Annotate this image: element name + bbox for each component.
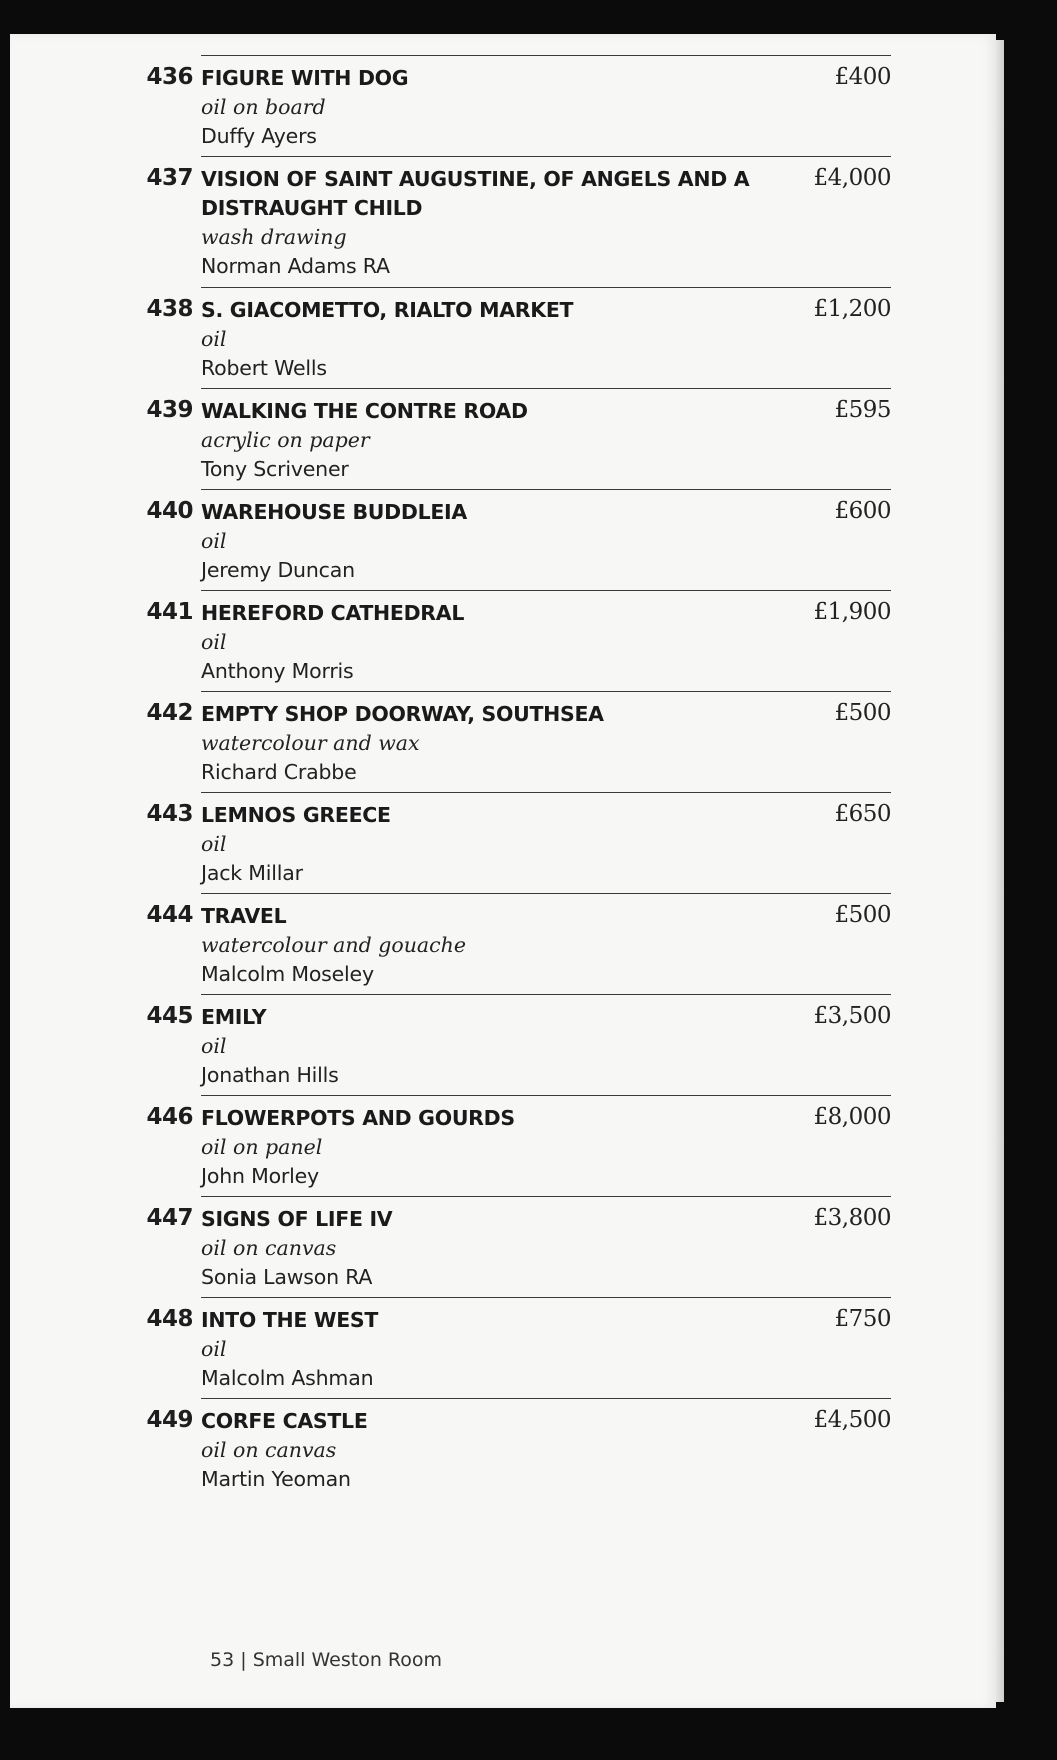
artwork-title: FIGURE WITH DOG — [201, 66, 409, 90]
artwork-title: EMPTY SHOP DOORWAY, SOUTHSEA — [201, 702, 604, 726]
artwork-medium: oil on panel — [201, 1135, 323, 1159]
catalogue-entry — [146, 691, 891, 792]
artist-name: Jeremy Duncan — [201, 558, 355, 582]
lot-number: 438 — [146, 296, 193, 322]
lot-number: 439 — [146, 397, 193, 423]
artwork-medium: watercolour and wax — [201, 731, 420, 755]
artist-name: Martin Yeoman — [201, 1467, 351, 1491]
lot-number: 447 — [146, 1205, 193, 1231]
catalogue-entry — [146, 388, 891, 489]
footer-separator: | — [240, 1649, 247, 1671]
artwork-price: £400 — [834, 64, 891, 90]
artist-name: Malcolm Ashman — [201, 1366, 374, 1390]
artwork-medium: oil on canvas — [201, 1236, 337, 1260]
lot-number: 441 — [146, 599, 193, 625]
artwork-medium: oil — [201, 1337, 227, 1361]
artwork-price: £500 — [834, 902, 891, 928]
artwork-medium: oil — [201, 1034, 227, 1058]
artwork-price: £500 — [834, 700, 891, 726]
artist-name: Norman Adams RA — [201, 254, 390, 278]
artwork-title: VISION OF SAINT AUGUSTINE, OF ANGELS AND A DISTRAUGHT CHILD — [201, 167, 750, 220]
artwork-medium: wash drawing — [201, 225, 347, 249]
artwork-title: S. GIACOMETTO, RIALTO MARKET — [201, 298, 574, 322]
artwork-medium: oil — [201, 630, 227, 654]
artist-name: Jack Millar — [201, 861, 303, 885]
artwork-price: £1,200 — [813, 296, 891, 322]
artwork-title: WALKING THE CONTRE ROAD — [201, 399, 528, 423]
lot-number: 445 — [146, 1003, 193, 1029]
artist-name: Sonia Lawson RA — [201, 1265, 373, 1289]
artwork-price: £750 — [834, 1306, 891, 1332]
lot-number: 446 — [146, 1104, 193, 1130]
catalogue-entry-list — [145, 55, 891, 1499]
catalogue-entry — [146, 1196, 891, 1297]
artwork-price: £650 — [834, 801, 891, 827]
artwork-price: £4,000 — [813, 165, 891, 191]
artwork-price: £600 — [834, 498, 891, 524]
artwork-title: HEREFORD CATHEDRAL — [201, 601, 465, 625]
catalogue-entry — [146, 1398, 891, 1499]
artwork-title: INTO THE WEST — [201, 1308, 379, 1332]
artwork-title: EMILY — [201, 1005, 267, 1029]
lot-number: 449 — [146, 1407, 193, 1433]
artwork-price: £4,500 — [813, 1407, 891, 1433]
catalogue-entry — [146, 590, 891, 691]
page-edge — [996, 40, 1004, 1702]
catalogue-entry — [146, 287, 891, 388]
lot-number: 444 — [146, 902, 193, 928]
artwork-title: FLOWERPOTS AND GOURDS — [201, 1106, 515, 1130]
artwork-title: CORFE CASTLE — [201, 1409, 368, 1433]
lot-number: 440 — [146, 498, 193, 524]
artist-name: Richard Crabbe — [201, 760, 357, 784]
artist-name: John Morley — [201, 1164, 319, 1188]
catalogue-entry — [146, 994, 891, 1095]
artwork-medium: oil — [201, 327, 227, 351]
artwork-price: £595 — [834, 397, 891, 423]
artwork-price: £8,000 — [813, 1104, 891, 1130]
artist-name: Anthony Morris — [201, 659, 354, 683]
artwork-price: £3,800 — [813, 1205, 891, 1231]
catalogue-entry — [146, 1095, 891, 1196]
lot-number: 443 — [146, 801, 193, 827]
artwork-medium: watercolour and gouache — [201, 933, 466, 957]
lot-number: 436 — [146, 64, 193, 90]
artwork-price: £3,500 — [813, 1003, 891, 1029]
artist-name: Duffy Ayers — [201, 124, 317, 148]
artist-name: Jonathan Hills — [201, 1063, 339, 1087]
catalogue-entry — [146, 792, 891, 893]
catalogue-entry — [146, 1297, 891, 1398]
lot-number: 448 — [146, 1306, 193, 1332]
catalogue-entry — [146, 893, 891, 994]
artist-name: Robert Wells — [201, 356, 327, 380]
artwork-title: LEMNOS GREECE — [201, 803, 391, 827]
artwork-medium: oil — [201, 529, 227, 553]
catalogue-entry — [146, 489, 891, 590]
lot-number: 442 — [146, 700, 193, 726]
artwork-medium: oil on canvas — [201, 1438, 337, 1462]
artwork-medium: acrylic on paper — [201, 428, 370, 452]
catalogue-entry — [146, 55, 891, 156]
artist-name: Tony Scrivener — [201, 457, 349, 481]
catalogue-entry — [146, 156, 891, 287]
page-footer — [210, 1649, 442, 1671]
artist-name: Malcolm Moseley — [201, 962, 374, 986]
artwork-title: TRAVEL — [201, 904, 287, 928]
artwork-title: SIGNS OF LIFE IV — [201, 1207, 393, 1231]
section-name: Small Weston Room — [252, 1649, 443, 1671]
lot-number: 437 — [146, 165, 193, 191]
artwork-price: £1,900 — [813, 599, 891, 625]
page-number: 53 — [210, 1649, 235, 1671]
artwork-medium: oil on board — [201, 95, 326, 119]
artwork-medium: oil — [201, 832, 227, 856]
artwork-title: WAREHOUSE BUDDLEIA — [201, 500, 467, 524]
